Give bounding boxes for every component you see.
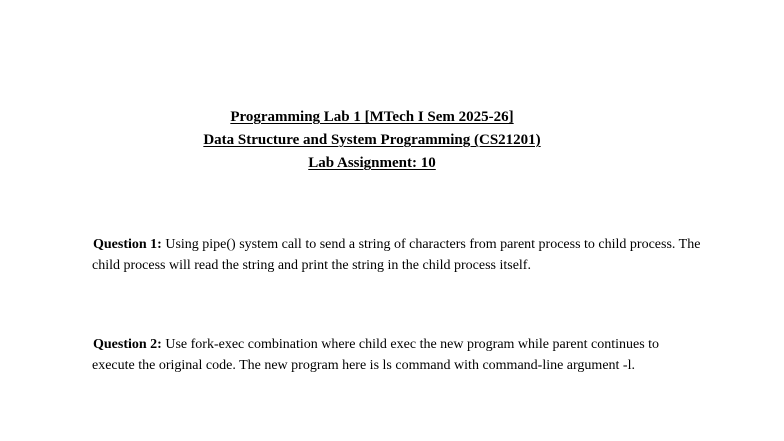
question-1	[92, 234, 702, 276]
question-2-text: Use fork-exec combination where child exec the new program while parent continues to execute the original code. The new program here is ls command with command-line argument -l.	[92, 337, 660, 373]
question-2-label: Question 2:	[93, 337, 162, 352]
question-2	[92, 334, 702, 376]
assignment-number: Lab Assignment: 10	[308, 155, 436, 171]
course-title: Programming Lab 1 [MTech I Sem 2025-26]	[230, 109, 514, 125]
course-title-line	[0, 106, 744, 129]
assignment-number-line	[0, 152, 744, 175]
question-1-label: Question 1:	[93, 237, 162, 252]
assignment-header	[0, 106, 744, 175]
subject-title: Data Structure and System Programming (CS21201)	[203, 132, 541, 148]
question-1-text: Using pipe() system call to send a string of characters from parent process to child process. The child process will read the string and print the string in the child process itself.	[92, 237, 701, 273]
subject-line	[0, 129, 744, 152]
